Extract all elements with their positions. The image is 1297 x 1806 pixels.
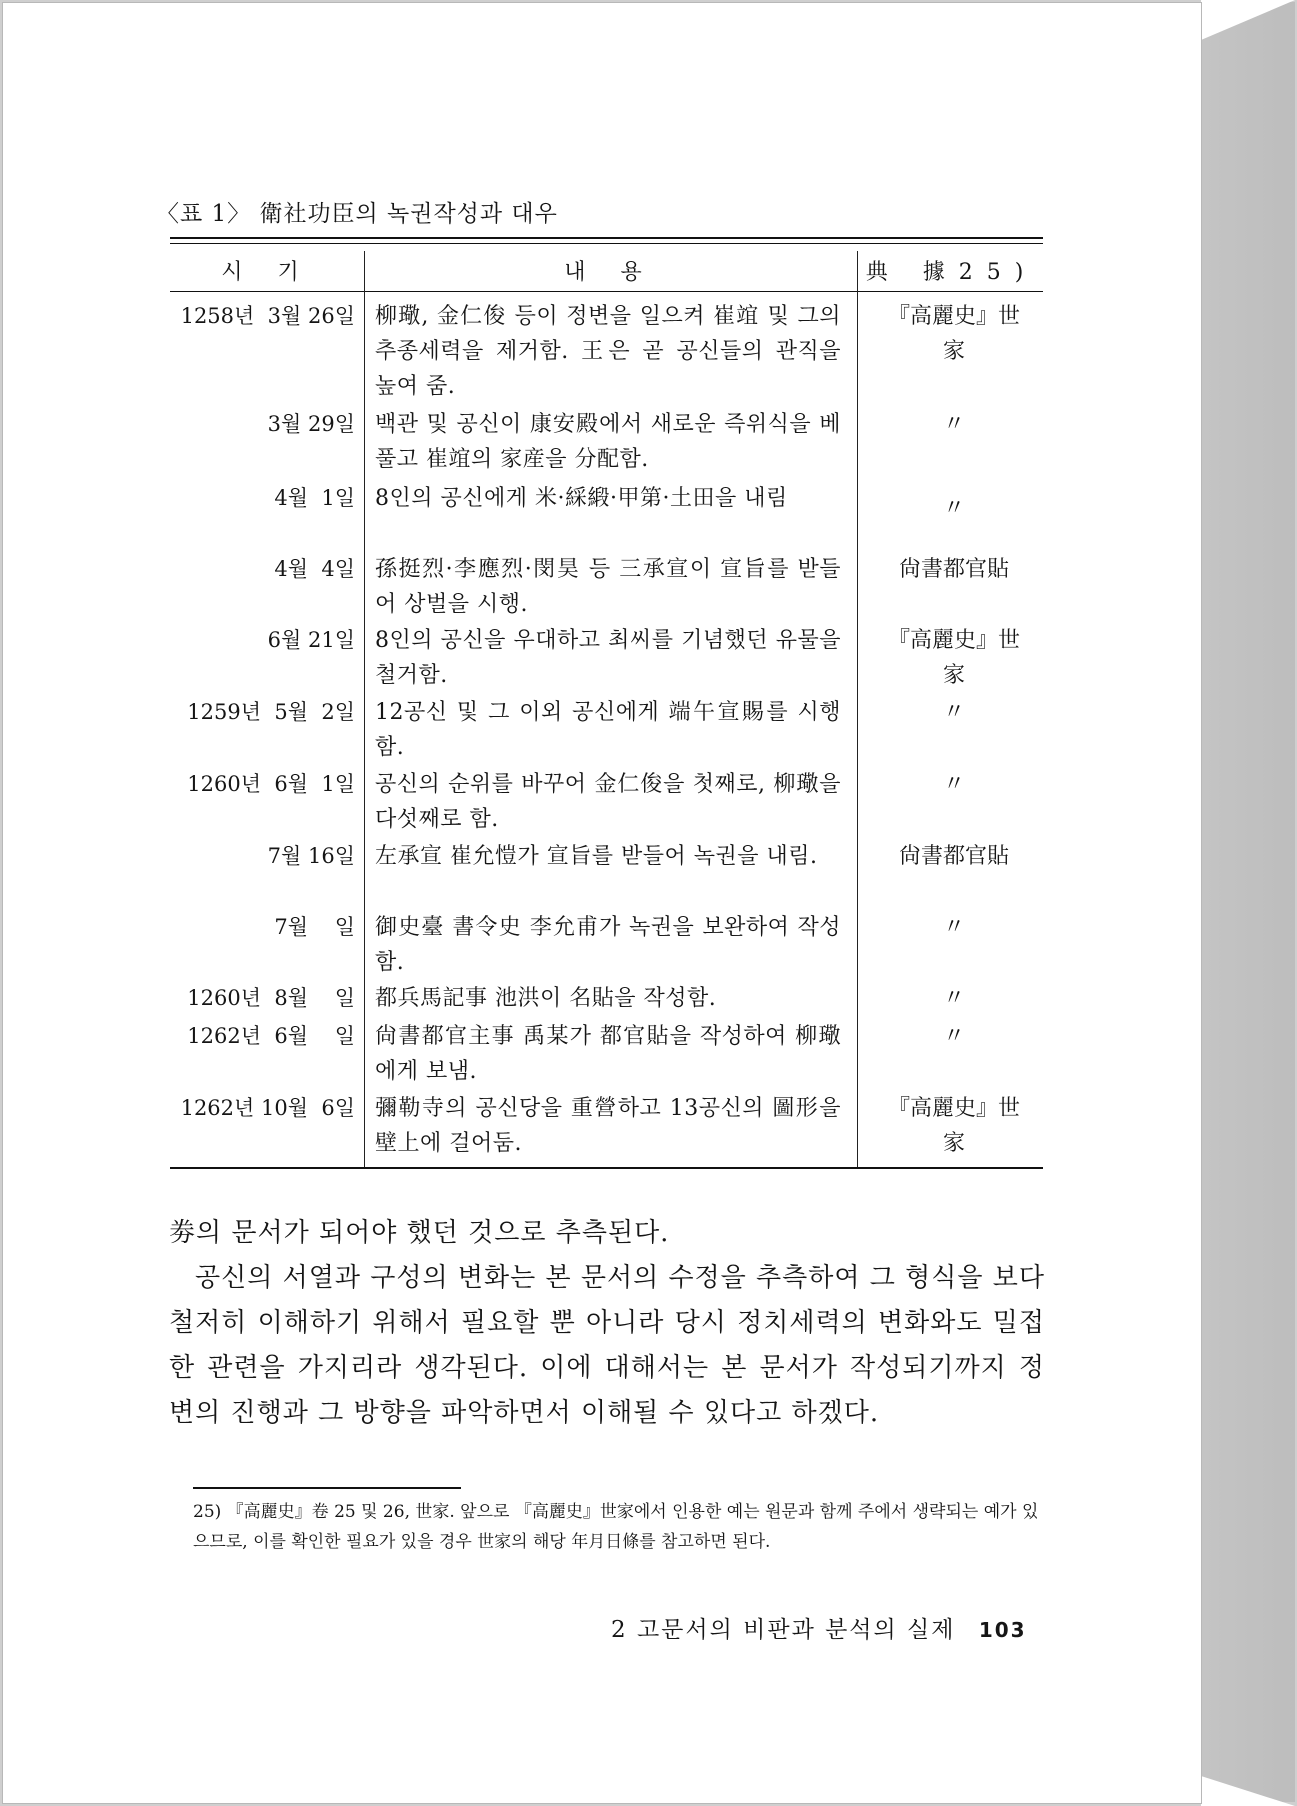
row-date: 7월 16일 <box>267 844 355 868</box>
table-top-rule <box>170 237 1043 239</box>
row-content: 12공신 및 그 이외 공신에게 端午宣賜를 시행함. <box>375 700 841 760</box>
chapter-title: 2 고문서의 비판과 분석의 실제 <box>611 1617 956 1643</box>
row-content: 左承宣 崔允愷가 宣旨를 받들어 녹권을 내림. <box>375 844 818 869</box>
row-date: 1259년 5월 2일 <box>187 700 355 724</box>
row-content: 8인의 공신을 우대하고 최씨를 기념했던 유물을 철거함. <box>375 628 841 688</box>
row-date: 1262년 6월 일 <box>187 1024 355 1048</box>
header-source: 典 據25) <box>865 260 1038 285</box>
row-source: 〃 <box>942 986 965 1011</box>
row-date: 1262년 10월 6일 <box>180 1096 355 1120</box>
row-source: 〃 <box>942 915 965 940</box>
row-source: 〃 <box>942 1024 965 1049</box>
page-number: 103 <box>978 1618 1027 1642</box>
header-time: 시 기 <box>221 260 313 285</box>
row-date: 1260년 8월 일 <box>187 986 355 1010</box>
row-date: 1260년 6월 1일 <box>187 772 355 796</box>
table-bottom-rule <box>170 1167 1043 1169</box>
header-content: 내 용 <box>564 260 656 285</box>
footnote: 25) 『高麗史』卷 25 및 26, 世家. 앞으로 『高麗史』世家에서 인용한 예는 원문과 함께 주에서 생략되는 예가 있으므로, 이를 확인한 필요가 있을 경우 世家의 해당 年月日條를 참고하면 된다. <box>193 1502 1039 1552</box>
table-top-rule-thin <box>170 243 1043 244</box>
row-source: 〃 <box>942 700 965 725</box>
row-date: 7월 일 <box>274 915 355 939</box>
paragraph: 劵의 문서가 되어야 했던 것으로 추측된다. <box>169 1218 670 1248</box>
row-content: 孫挺烈·李應烈·閔昊 등 三承宣이 宣旨를 받들어 상벌을 시행. <box>375 557 841 617</box>
row-source: 『高麗史』世家 <box>887 304 1020 364</box>
document-page <box>2 2 1202 1804</box>
row-content: 공신의 순위를 바꾸어 金仁俊을 첫째로, 柳璥을 다섯째로 함. <box>375 772 841 832</box>
row-content: 8인의 공신에게 米·綵緞·甲第·土田을 내림 <box>375 486 788 511</box>
row-content: 都兵馬記事 池洪이 名貼을 작성함. <box>375 986 717 1011</box>
book-spine-top <box>1201 0 1295 40</box>
row-source: 〃 <box>942 496 965 521</box>
footnote-rule <box>193 1487 461 1489</box>
row-date: 6월 21일 <box>267 628 355 652</box>
row-source: 『高麗史』世家 <box>887 1096 1020 1156</box>
row-date: 4월 1일 <box>274 486 355 510</box>
table-divider-right <box>857 251 858 1167</box>
row-source: 〃 <box>942 412 965 437</box>
row-source: 尙書都官貼 <box>898 557 1009 582</box>
row-source: 尙書都官貼 <box>898 844 1009 869</box>
book-spine-bottom <box>1201 1776 1295 1806</box>
row-date: 1258년 3월 26일 <box>180 304 355 328</box>
table-divider-left <box>364 251 365 1167</box>
row-source: 『高麗史』世家 <box>887 628 1020 688</box>
row-content: 尙書都官主事 禹某가 都官貼을 작성하여 柳璥에게 보냄. <box>375 1024 841 1084</box>
row-content: 柳璥, 金仁俊 등이 정변을 일으켜 崔竩 및 그의 추종세력을 제거함. 王은 곧 공신들의 관직을 높여 줌. <box>375 304 841 399</box>
row-content: 백관 및 공신이 康安殿에서 새로운 즉위식을 베풀고 崔竩의 家産을 分配함. <box>375 412 841 472</box>
table-header <box>170 251 1043 291</box>
row-content: 御史臺 書令史 李允甫가 녹권을 보완하여 작성함. <box>375 915 841 975</box>
row-date: 3월 29일 <box>267 412 355 436</box>
table-header-rule <box>170 291 1043 292</box>
row-date: 4월 4일 <box>274 557 355 581</box>
row-source: 〃 <box>942 772 965 797</box>
row-content: 彌勒寺의 공신당을 重營하고 13공신의 圖形을 壁上에 걸어둠. <box>375 1096 841 1156</box>
paragraph: 공신의 서열과 구성의 변화는 본 문서의 수정을 추측하여 그 형식을 보다 철저히 이해하기 위해서 필요할 뿐 아니라 당시 정치세력의 변화와도 밀접한 관련을 가지리라 생각된다. 이에 대해서는 본 문서가 작성되기까지 정변의 진행과 그 방향을 파악하면서 이해될 수 있다고 하겠다. <box>169 1263 1046 1428</box>
page-footer <box>611 1611 1051 1644</box>
body-text <box>169 1211 1045 1436</box>
book-spine <box>1201 2 1295 1802</box>
table-caption: 〈표 1〉 衛社功臣의 녹권작성과 대우 <box>156 201 558 227</box>
